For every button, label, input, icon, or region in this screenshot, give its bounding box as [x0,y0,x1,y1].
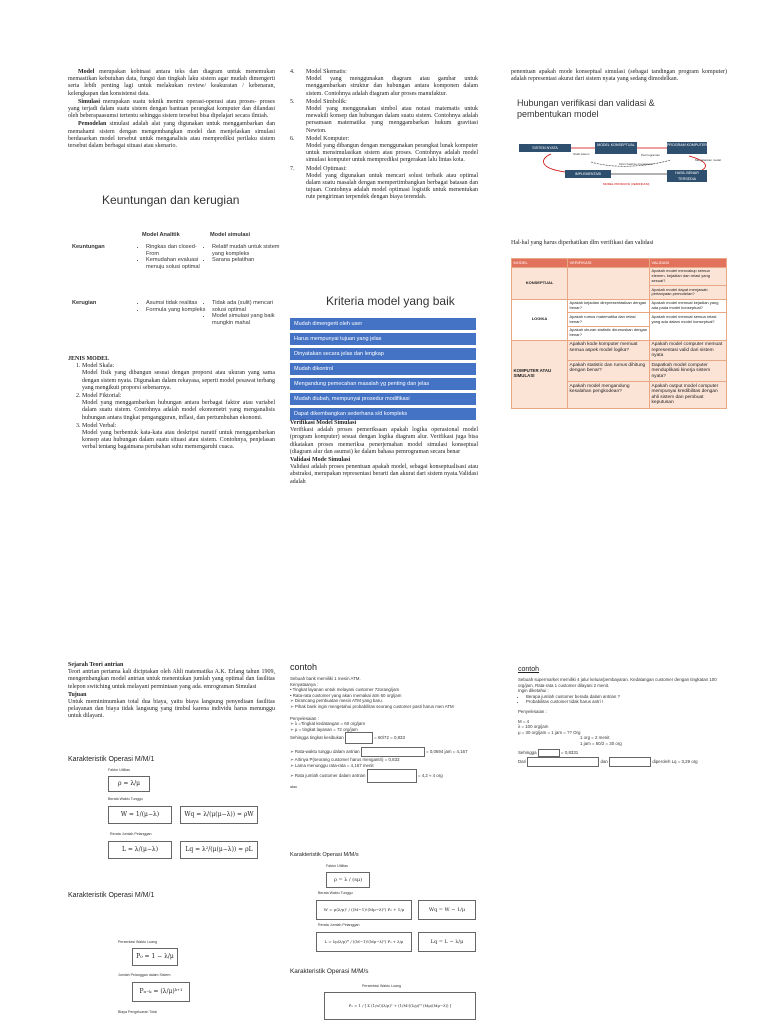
formula-box [345,732,373,744]
kriteria-title: Kriteria model yang baik [326,294,455,308]
mm1-title-1: Karakteristik Operasi M/M/1 [68,756,155,763]
verifikasi-section [290,420,478,487]
item-title: Model Skematis: [306,69,347,75]
top-col3 [511,69,727,84]
list-item: • Asumsi tidak realitas [146,300,208,307]
jenis-item-title: 2. Model Fiktorial: [82,393,122,400]
kriteria-item: Dapat dikembangkan sederhana s/d kompleks [290,408,476,420]
item-number: 7. [290,165,295,172]
contoh-question-list: • Berapa jumlah customer berada dalam antrian ? • Probabilitas customer tidak harus antri ! [518,694,728,705]
mm1-p0: P₀ = 1 − λ/μ [132,948,178,966]
contoh-body-1: Sebuah bank memiliki 1 mesin ATM. Kenyataanya : • Tingkat layanan untuk melayani customer 72orang/jam • Rata-rata customer yang akan memakai atm 60 org/jam ➢ Dirancang pembuatan mesin ATM yang baru. ➢ Pihak bank ingin mengetahui probabilitas seorang customer pasti harus men ATM Penyelesaian : ➢ λ =Tingkat kedatangan = 60 org/jam ➢ μ = tingkat layanan = 72 org/jam Sehingga tingkat kesibukan = 60/72 = 0,833 ➢ Rata-waktu tunggu dalam antrian = 0,0694 jam = 4,167 ➢ Artinya P(seorang customer harus mengantri) = 0,833 ➢ Lama menunggu rata-rata = 4,167 menit ➢ Rata jumlah customer dalam antrian = 4,2 ≈ 4 org atau [290,676,480,790]
kriteria-item: Mudah dimengerti oleh user [290,318,476,330]
mms-wait-label: Berata Waktu Tunggu [318,891,353,895]
mm1-luang-label: Persentasi Waktu Luang [118,940,158,944]
kriteria-item: Harus mempunyai tujuan yang jelas [290,333,476,345]
diagram-hasil: HASIL BENAR TERSEDIA [667,170,707,182]
jenis-item-desc: Model yang berbentuk kata-kata atau deskripsi naratif untuk menggambarkan konsep atau hubungan dalam suatu situasi atau sistem. Contohnya, penjelasan verbal tentang bagaimana perubahan suhu memengaruhi cuaca. [82,430,275,451]
table-row: KOMPUTER ATAU SIMULASI Apakah kode komputer memuat semua aspek model logika? Apakah model computer memuat representasi valid dari sistem nyata [512,340,727,361]
kriteria-card [290,294,476,417]
verif-text: Verifikasi adalah proses pemeriksaan apakah logika operasional model (program komputer) sesuai dengan logika diagram alur. Verifikasi juga bisa dikatakan proses memeriksa penerjemahan model simulasi konseptual (diagram alur dan asumsi) ke dalam bahasa pemrograman secara benar [290,427,478,455]
mm1-wq: Wq = λ/(μ(μ−λ)) = ρW [180,806,258,824]
mms-lq: Lq = L − λ/μ [418,932,476,952]
mm1-wait-label: Berata Waktu Tunggu [108,797,143,801]
vv-diagram [511,96,727,184]
item-desc: Model yang menggunakan diagram atau gambar untuk menggambarkan struktur dan hubungan antara komponen dalam sistem. Contohnya adalah diagram alur proses manufaktur. [306,76,478,97]
para-model: Model merupakan kobinasi antara teks dan diagram untuk menemukan memastikan kebutuhan data, fungsi dan tingkah laku sistem agar mudah dimengerti serta lebih penting lagi untuk melakukan review/ keakuratan / kebenaran, kelengkapan dan konsistensi data. [68,69,275,97]
mms-title-2: Karakteristik Operasi M/M/s [290,968,369,975]
formula-box [361,747,425,757]
kriteria-list [290,318,476,423]
vv-table [511,258,727,409]
list-item: • Kemudahan evaluasi menuju solusi optimal [146,257,208,270]
jenis-item-title: 3. Model Verbal: [82,422,117,429]
formula-box [367,769,417,783]
sejarah-text: Teori antrian pertama kali diciptakan oleh Ahli matematika A.K. Erlang tahun 1909, mengembangkan model antrian untuk menentukan jumlah yang optimal dan fasilitas telepon switching untuk melayani permintaan yang ada. emrograman Simulasi [68,669,275,690]
contoh-line: Kenyataanya : [290,681,319,687]
diagram-impl: IMPLEMENTASI [565,170,611,178]
jenis-list [68,363,275,451]
bottom-col1 [68,662,275,722]
keuntungan-simulasi-list [204,244,280,264]
mms-title-1: Karakteristik Operasi M/M/s [290,852,359,858]
jenis-title: JENIS MODEL [68,356,110,362]
contoh-lines [290,676,480,710]
verif-title: Verifikasi Model Simulasi [290,420,357,426]
bottom-page [0,640,768,1024]
table-row: Apakah model mengandung kesalahan pengkodean? Apakah output model computer mempunyai kredibilitas dengan ahli sistem dan pembuat keputusan [512,382,727,408]
contoh-line: • Rata-rata customer yang akan memakai atm 60 org/jam [290,692,402,698]
contoh-title-2: contoh [518,666,540,673]
kriteria-item: Mengandung pemecahan masalah yg penting dan jelas [290,378,476,390]
diagram-title: Hubungan verifikasi dan validasi & pembentukan model [517,98,655,119]
list-item [290,136,478,165]
item-title: Model Komputer: [306,135,350,142]
item-desc: Model yang menggunakan simbol atau notasi matematis untuk mewakili konsep dan hubungan dalam suatu sistem. Contohnya adalah persamaan matematika yang menggambarkan hukum gravitasi Newton. [306,106,478,134]
item-desc: Model yang dibangun dengan menggunakan perangkat lunak komputer untuk mensimulasikan sistem atau proses. Contohnya adalah model simulasi komputer untuk memprediksi pergerakan lalu lintas kota. [306,143,478,164]
mms-util-label: Faktor Utilitas [326,864,348,868]
keuntungan-card: Keuntungan dan kerugian Model Analitik Model simulasi Keuntungan • Ringkas dan closed-From • Kemudahan evaluasi menuju solusi optimal • Relatif mudah untuk sistem yang kompleks • Sarana pelatihan Kerugian • Asumsi tidak realitas • Formula yang kompleks • Tidak ada (sulit) mencari solusi optimal • Model simulasi yang baik mungkin mahal [68,186,278,356]
formula-box [609,757,651,767]
item-desc: Model yang digunakan untuk mencari solusi terbaik atau optimal dalam suatu masalah dengan mempertimbangkan berbagai batasan dan tujuan. Contohnya adalah model optimasi logistik untuk menentukan rute pengiriman terpendek dengan biaya terendah. [306,172,478,201]
list-item [290,99,478,135]
valid-title: Validasi Mode Simulasi [290,457,351,464]
list-item [82,393,275,422]
item-number: 5. [290,98,295,105]
kriteria-item: Mudah diubah, mempunyai prosedur modifikasi [290,393,476,405]
mm1-biaya-label: Biaya Pengeluaran Total [118,1010,157,1014]
diagram-program: PROGRAM KOMPUTER [667,142,707,154]
item-title: Model Optimasi: [306,165,347,172]
item-title: Model Simbolik: [306,98,347,105]
para-simulasi: Simulasi merupakan suatu teknik meniru operasi-operasi atau proses- proses yang terjadi dalam suatu sistem dengan bantuan perangkat komputer dan dilandasi oleh beberapaasumsi tertentu sehingga sistem tersebut bisa dipelajari secara ilmiah. [68,98,275,120]
diagram-small1: Studi sistem [573,152,590,156]
formula-box [527,757,599,767]
contoh-line: ➢ Dirancang pembuatan mesin ATM yang baru. [290,698,383,704]
list-item: • Ringkas dan closed-From [146,244,208,257]
kerugian-analitik-list [138,300,208,313]
tujuan-text: Untuk meminimumkan total dua biaya, yaitu biaya langsung penyediaan fasilitas pelayanan dan biaya tidak langsung yang timbul karena individu harus menunggu untuk dilayani. [68,699,275,720]
mms-rho: ρ = λ / (sμ) [326,872,370,888]
contoh-line: Sebuah bank memiliki 1 mesin ATM. [290,676,361,681]
kerugian-simulasi-list [204,300,280,326]
diagram-small3: Menjalankan model [695,158,722,162]
table-row: Apakah ukuran statistic dirumuskan dengan benar? [512,326,727,340]
para-pemodelan: Pemodelan simulasi adalah alat yang digunakan untuk menggambarkan dan memahami sistem dengan mengembangkan model dan menjelaskan simulasi berdasarkan model tersebut untuk menganalisis atau memprediksi perilaku sistem tersebut dalam berbagai situasi atau skenario. [68,121,275,150]
list-item: • Tidak ada (sulit) mencari solusi optimal [212,300,280,313]
mm1-rho: ρ = λ/μ [108,776,150,792]
mm1-util-label: Faktor Utilitas [108,768,130,772]
table-row: Apakah statistic dan rumus dihitung dengan benar? Dapatkah model computer menduplikasi kinerja sistem nyata? [512,361,727,382]
mms-luang-label: Persentasi Waktu Luang [362,984,402,988]
list-item [82,363,275,392]
mms-w: W = μ(λ/μ)ˢ / ((M−1)!(Mμ−λ)²) P₀ + 1/μ [316,900,412,920]
kriteria-item: Dinyatakan secara jelas dan lengkap [290,348,476,360]
mm1-lq: Lq = λ²/(μ(μ−λ)) = ρL [180,841,258,859]
contoh-line: ➢ Pihak bank ingin mengetahui probabilitas seorang customer pasti harus men ATM [290,703,454,709]
list-item: • Model simulasi yang baik mungkin mahal [212,313,280,326]
formula-box [538,749,560,757]
list-item: • Relatif mudah untuk sistem yang kompleks [212,244,280,257]
diagram-sistem: SISTEM NYATA [519,144,571,152]
kriteria-item: Mudah dikontrol [290,363,476,375]
col3-intro: penentuan apakah mode konseptual simulasi (sebagai tandingan program komputer) adalah representasi akurat dari sistem nyata yang sedang dimodelkan. [511,69,727,83]
mms-p0: P₀ = 1 / [ Σ (1/n!)(λ/μ)ⁿ + (1/M!)(λ/μ)ᴹ (Mμ/(Mμ−λ)) ] [324,992,476,1020]
table-row: Apakah rumus matematika dan relasi benar? Apakah model memuat semua relasi yang ada dalam model konseptual? [512,313,727,327]
model-types-list [290,69,478,202]
item-number: 4. [290,69,295,75]
vv-caption: Hal-hal yang harus diperhatikan dlm verifikasi dan validasi [511,240,654,246]
jenis-model-section [68,356,275,453]
sejarah-title: Sejarah Teori antrian [68,662,124,668]
diagram-bottom: MODEL PRODUKSI (VERIFIKASI) [603,182,650,186]
contoh-body-2: Sebuah supermarket memiliki 4 jalur keluar/pembayaran. Kedatangan customer dengan tingkatan 100 org/jam. Rata-rata 1 customer dilayani 2 menit. Ingin diketahui : • Berapa jumlah customer berada dalam antrian ? • Probabilitas customer tidak harus antri ! Penyelesaian : M = 4 λ = 100 org/jam μ = 30 org/jam = 1 jam = ?? Org 1 org = 2 menit 1 jam = 60/2 = 30 org Sehingga = 0,8331 Dari dan diperoleh Lq = 3,29 org [518,677,728,767]
top-col1 [68,69,275,151]
item-number: 6. [290,135,295,142]
top-col2 [290,69,478,203]
diagram-model: MODEL KONSEPTUAL [595,142,637,154]
jenis-item-title: 1. Model Skala: [82,363,115,370]
table-row: Apakah model dapat menjawab pertanyaan pemodelan? [512,286,727,300]
contoh-title-1: contoh [290,662,318,672]
tujuan-title: Tujuan [68,691,87,698]
table-row: LOGIKA Apakah kejadian direpresentasikan dengan benar? Apakah model memuat kejadian yang ada pada model konseptual? [512,299,727,313]
jenis-item-desc: Model fisik yang dibangun sesuai dengan proporsi atau ukuran yang sama dengan sistem nyata. Digunakan dalam rekayasa, seperti model pesawat terbang yang mengikuti proporsi sebenarnya. [82,370,275,391]
mm1-w: W = 1/(μ−λ) [108,806,172,824]
mm1-sistem-label: Jumlah Pelanggan dalam Sistem [118,973,171,977]
mms-wq: Wq = W − 1/μ [418,900,476,920]
keuntungan-analitik-list [138,244,208,270]
vv-table-header: MODEL VERIFIKASI VALIDASI [512,259,727,268]
mms-l: L = λμ(λ/μ)ᴹ / ((M−1)!(Mμ−λ)²) P₀ + λ/μ [316,932,412,952]
mm1-rata-label: Rerata Jumlah Pelanggan [110,832,152,836]
mms-rata-label: Rerata Jumlah Pelanggan [318,923,360,927]
contoh-line: • Tingkat layanan untuk melayani customer 72orang/jam [290,687,400,693]
keuntungan-title: Keuntungan dan kerugian [102,193,240,207]
mm1-l: L = λ/(μ−λ) [108,841,172,859]
diagram-small4: Kirim hasil ke manajemen [619,162,654,166]
valid-text: Validasi adalah proses penentuan apakah model, sebagai konseptualisasi atau abstraksi, merupakan representasi berarti dan akurat dari sistem nyata.Validasi adalah [290,464,478,485]
list-item [82,423,275,452]
list-item [290,166,478,202]
list-item [290,69,478,98]
mm1-title-2: Karakteristik Operasi M/M/1 [68,892,155,899]
diagram-small2: Pemrograman [641,153,661,157]
jenis-item-desc: Model yang menggambarkan hubungan antara berbagai faktor atau variabel dalam suatu sistem. Contohnya adalah model ekonometri yang menganalisis hubungan antara tingkat pengangguran, inflasi, dan pertumbuhan ekonomi. [82,400,275,421]
list-item: • Formula yang kompleks [146,307,208,314]
table-row: KONSEPTUAL Apakah model mencakup semua elemen, kejadian dan relasi yang sesuai? [512,267,727,285]
mm1-pn: Pₙ₋ₖ = (λ/μ)ᵏ⁺¹ [132,982,190,1002]
list-item: • Sarana pelatihan [212,257,280,264]
